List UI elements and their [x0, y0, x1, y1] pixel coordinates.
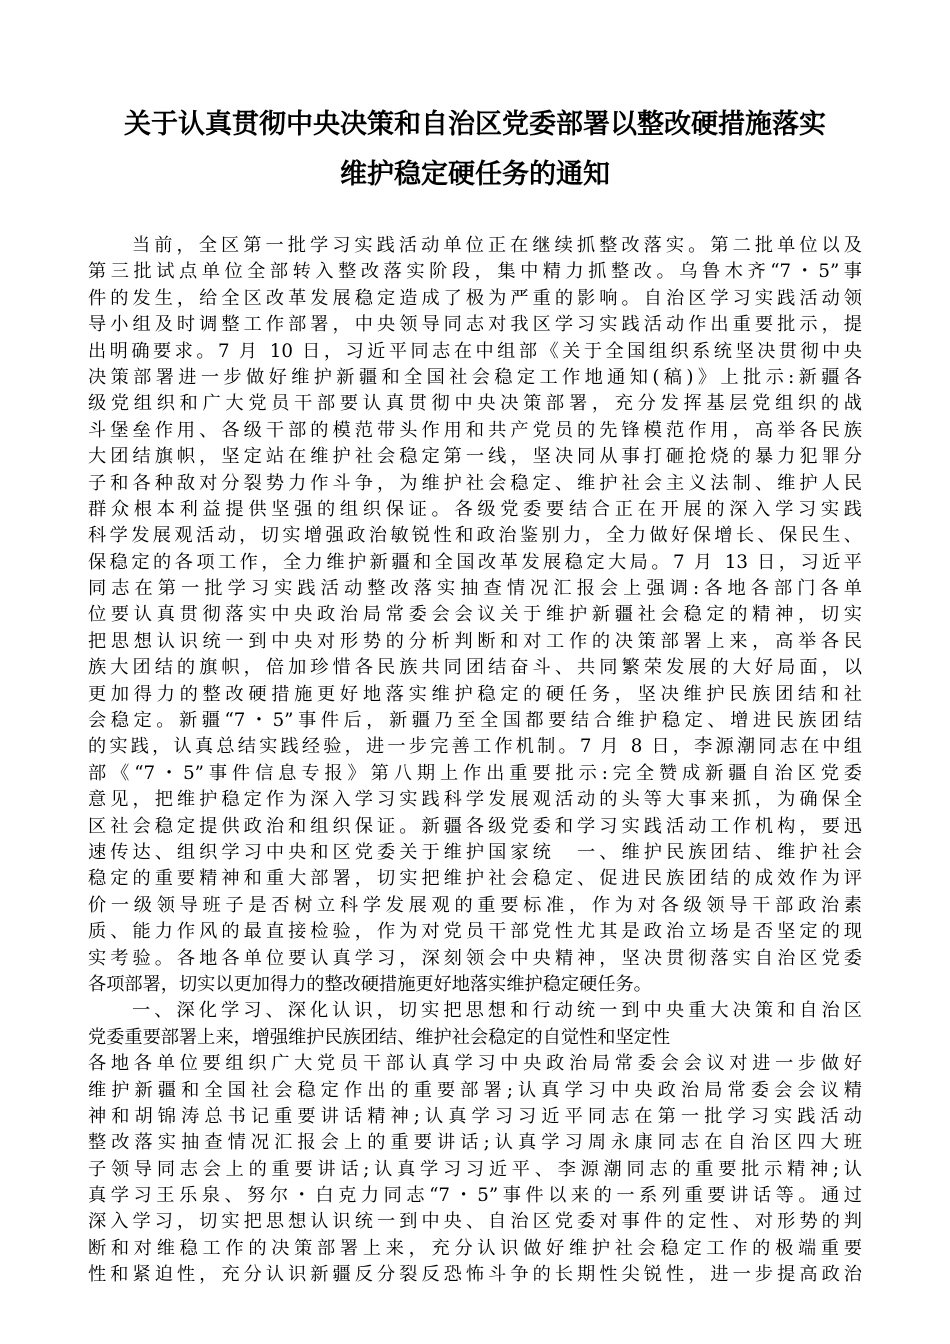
body-line: 群众根本利益提供坚强的组织保证。各级党委要结合正在开展的深入学习实践 [88, 498, 862, 520]
body-line: 决策部署进一步做好维护新疆和全国社会稳定工作地通知(稿)》上批示:新疆各 [88, 366, 862, 388]
document-body [88, 233, 862, 1289]
body-line: 各项部署，切实以更加得力的整改硬措施更好地落实维护稳定硬任务。 [88, 973, 652, 995]
body-line: 当前，全区第一批学习实践活动单位正在继续抓整改落实。第二批单位以及 [132, 235, 862, 256]
title-line-2: 维护稳定硬任务的通知 [340, 159, 610, 190]
document-title [90, 100, 860, 200]
body-line: 子领导同志会上的重要讲话;认真学习习近平、李源潮同志的重要批示精神;认 [88, 1158, 862, 1180]
body-line: 子和各种敌对分裂势力作斗争，为维护社会稳定、维护社会主义法制、维护人民 [88, 472, 862, 494]
body-line: 级党组织和广大党员干部要认真贯彻中央决策部署，充分发挥基层党组织的战 [88, 393, 862, 415]
body-line: 第三批试点单位全部转入整改落实阶段，集中精力抓整改。乌鲁木齐“7・5”事 [88, 261, 862, 283]
body-line: 速传达、组织学习中央和区党委关于维护国家统 一、维护民族团结、维护社会 [88, 841, 862, 863]
body-line: 导小组及时调整工作部署，中央领导同志对我区学习实践活动作出重要批示，提 [88, 314, 862, 336]
body-line: 件的发生，给全区改革发展稳定造成了极为严重的影响。自治区学习实践活动领 [88, 287, 862, 309]
body-line: 各地各单位要组织广大党员干部认真学习中央政治局常委会会议对进一步做好 [88, 1053, 862, 1075]
body-line: 断和对维稳工作的决策部署上来，充分认识做好维护社会稳定工作的极端重要 [88, 1237, 862, 1259]
body-line: 维护新疆和全国社会稳定作出的重要部署;认真学习中央政治局常委会会议精 [88, 1079, 862, 1101]
body-line: 出明确要求。7 月 10 日，习近平同志在中组部《关于全国组织系统坚决贯彻中央 [88, 340, 862, 362]
body-line: 把思想认识统一到中央对形势的分析判断和对工作的决策部署上来，高举各民 [88, 630, 862, 652]
body-line: 部《“7・5”事件信息专报》第八期上作出重要批示:完全赞成新疆自治区党委 [88, 762, 862, 784]
body-line: 价一级领导班子是否树立科学发展观的重要标准，作为对各级领导干部政治素 [88, 894, 862, 916]
body-line: 大团结旗帜，坚定站在维护社会稳定第一线，坚决同从事打砸抢烧的暴力犯罪分 [88, 446, 862, 468]
body-line: 族大团结的旗帜，倍加珍惜各民族共同团结奋斗、共同繁荣发展的大好局面，以 [88, 657, 862, 679]
body-line: 位要认真贯彻落实中央政治局常委会会议关于维护新疆社会稳定的精神，切实 [88, 604, 862, 626]
body-line: 稳定的重要精神和重大部署，切实把维护社会稳定、促进民族团结的成效作为评 [88, 868, 862, 890]
body-line: 的实践，认真总结实践经验，进一步完善工作机制。7 月 8 日，李源潮同志在中组 [88, 736, 862, 758]
body-line: 神和胡锦涛总书记重要讲话精神;认真学习习近平同志在第一批学习实践活动 [88, 1105, 862, 1127]
body-line: 科学发展观活动，切实增强政治敏锐性和政治鉴别力，全力做好保增长、保民生、 [88, 525, 862, 547]
body-line: 区社会稳定提供政治和组织保证。新疆各级党委和学习实践活动工作机构，要迅 [88, 815, 862, 837]
section-heading-line: 一、深化学习、深化认识，切实把思想和行动统一到中央重大决策和自治区 [132, 1000, 862, 1022]
body-line: 意见，把维护稳定作为深入学习实践科学发展观活动的头等大事来抓，为确保全 [88, 789, 862, 811]
title-line-1: 关于认真贯彻中央决策和自治区党委部署以整改硬措施落实 [124, 109, 826, 140]
body-line: 实考验。各地各单位要认真学习，深刻领会中央精神，坚决贯彻落实自治区党委 [88, 947, 862, 969]
body-line: 性和紧迫性，充分认识新疆反分裂反恐怖斗争的长期性尖锐性，进一步提高政治 [88, 1264, 862, 1286]
body-line: 同志在第一批学习实践活动整改落实抽查情况汇报会上强调:各地各部门各单 [88, 578, 862, 600]
body-line: 整改落实抽查情况汇报会上的重要讲话;认真学习周永康同志在自治区四大班 [88, 1132, 862, 1154]
body-line: 深入学习，切实把思想认识统一到中央、自治区党委对事件的定性、对形势的判 [88, 1211, 862, 1233]
body-line: 会稳定。新疆“7・5”事件后，新疆乃至全国都要结合维护稳定、增进民族团结 [88, 710, 862, 732]
body-line: 质、能力作风的最直接检验，作为对党员干部党性尤其是政治立场是否坚定的现 [88, 921, 862, 943]
body-line: 保稳定的各项工作，全力维护新疆和全国改革发展稳定大局。7 月 13 日，习近平 [88, 551, 862, 573]
body-line: 真学习王乐泉、努尔・白克力同志“7・5”事件以来的一系列重要讲话等。通过 [88, 1185, 862, 1207]
body-line: 斗堡垒作用、各级干部的模范带头作用和共产党员的先锋模范作用，高举各民族 [88, 419, 862, 441]
body-line: 更加得力的整改硬措施更好地落实维护稳定的硬任务，坚决维护民族团结和社 [88, 683, 862, 705]
section-heading-line: 党委重要部署上来，增强维护民族团结、维护社会稳定的自觉性和坚定性 [88, 1026, 671, 1048]
